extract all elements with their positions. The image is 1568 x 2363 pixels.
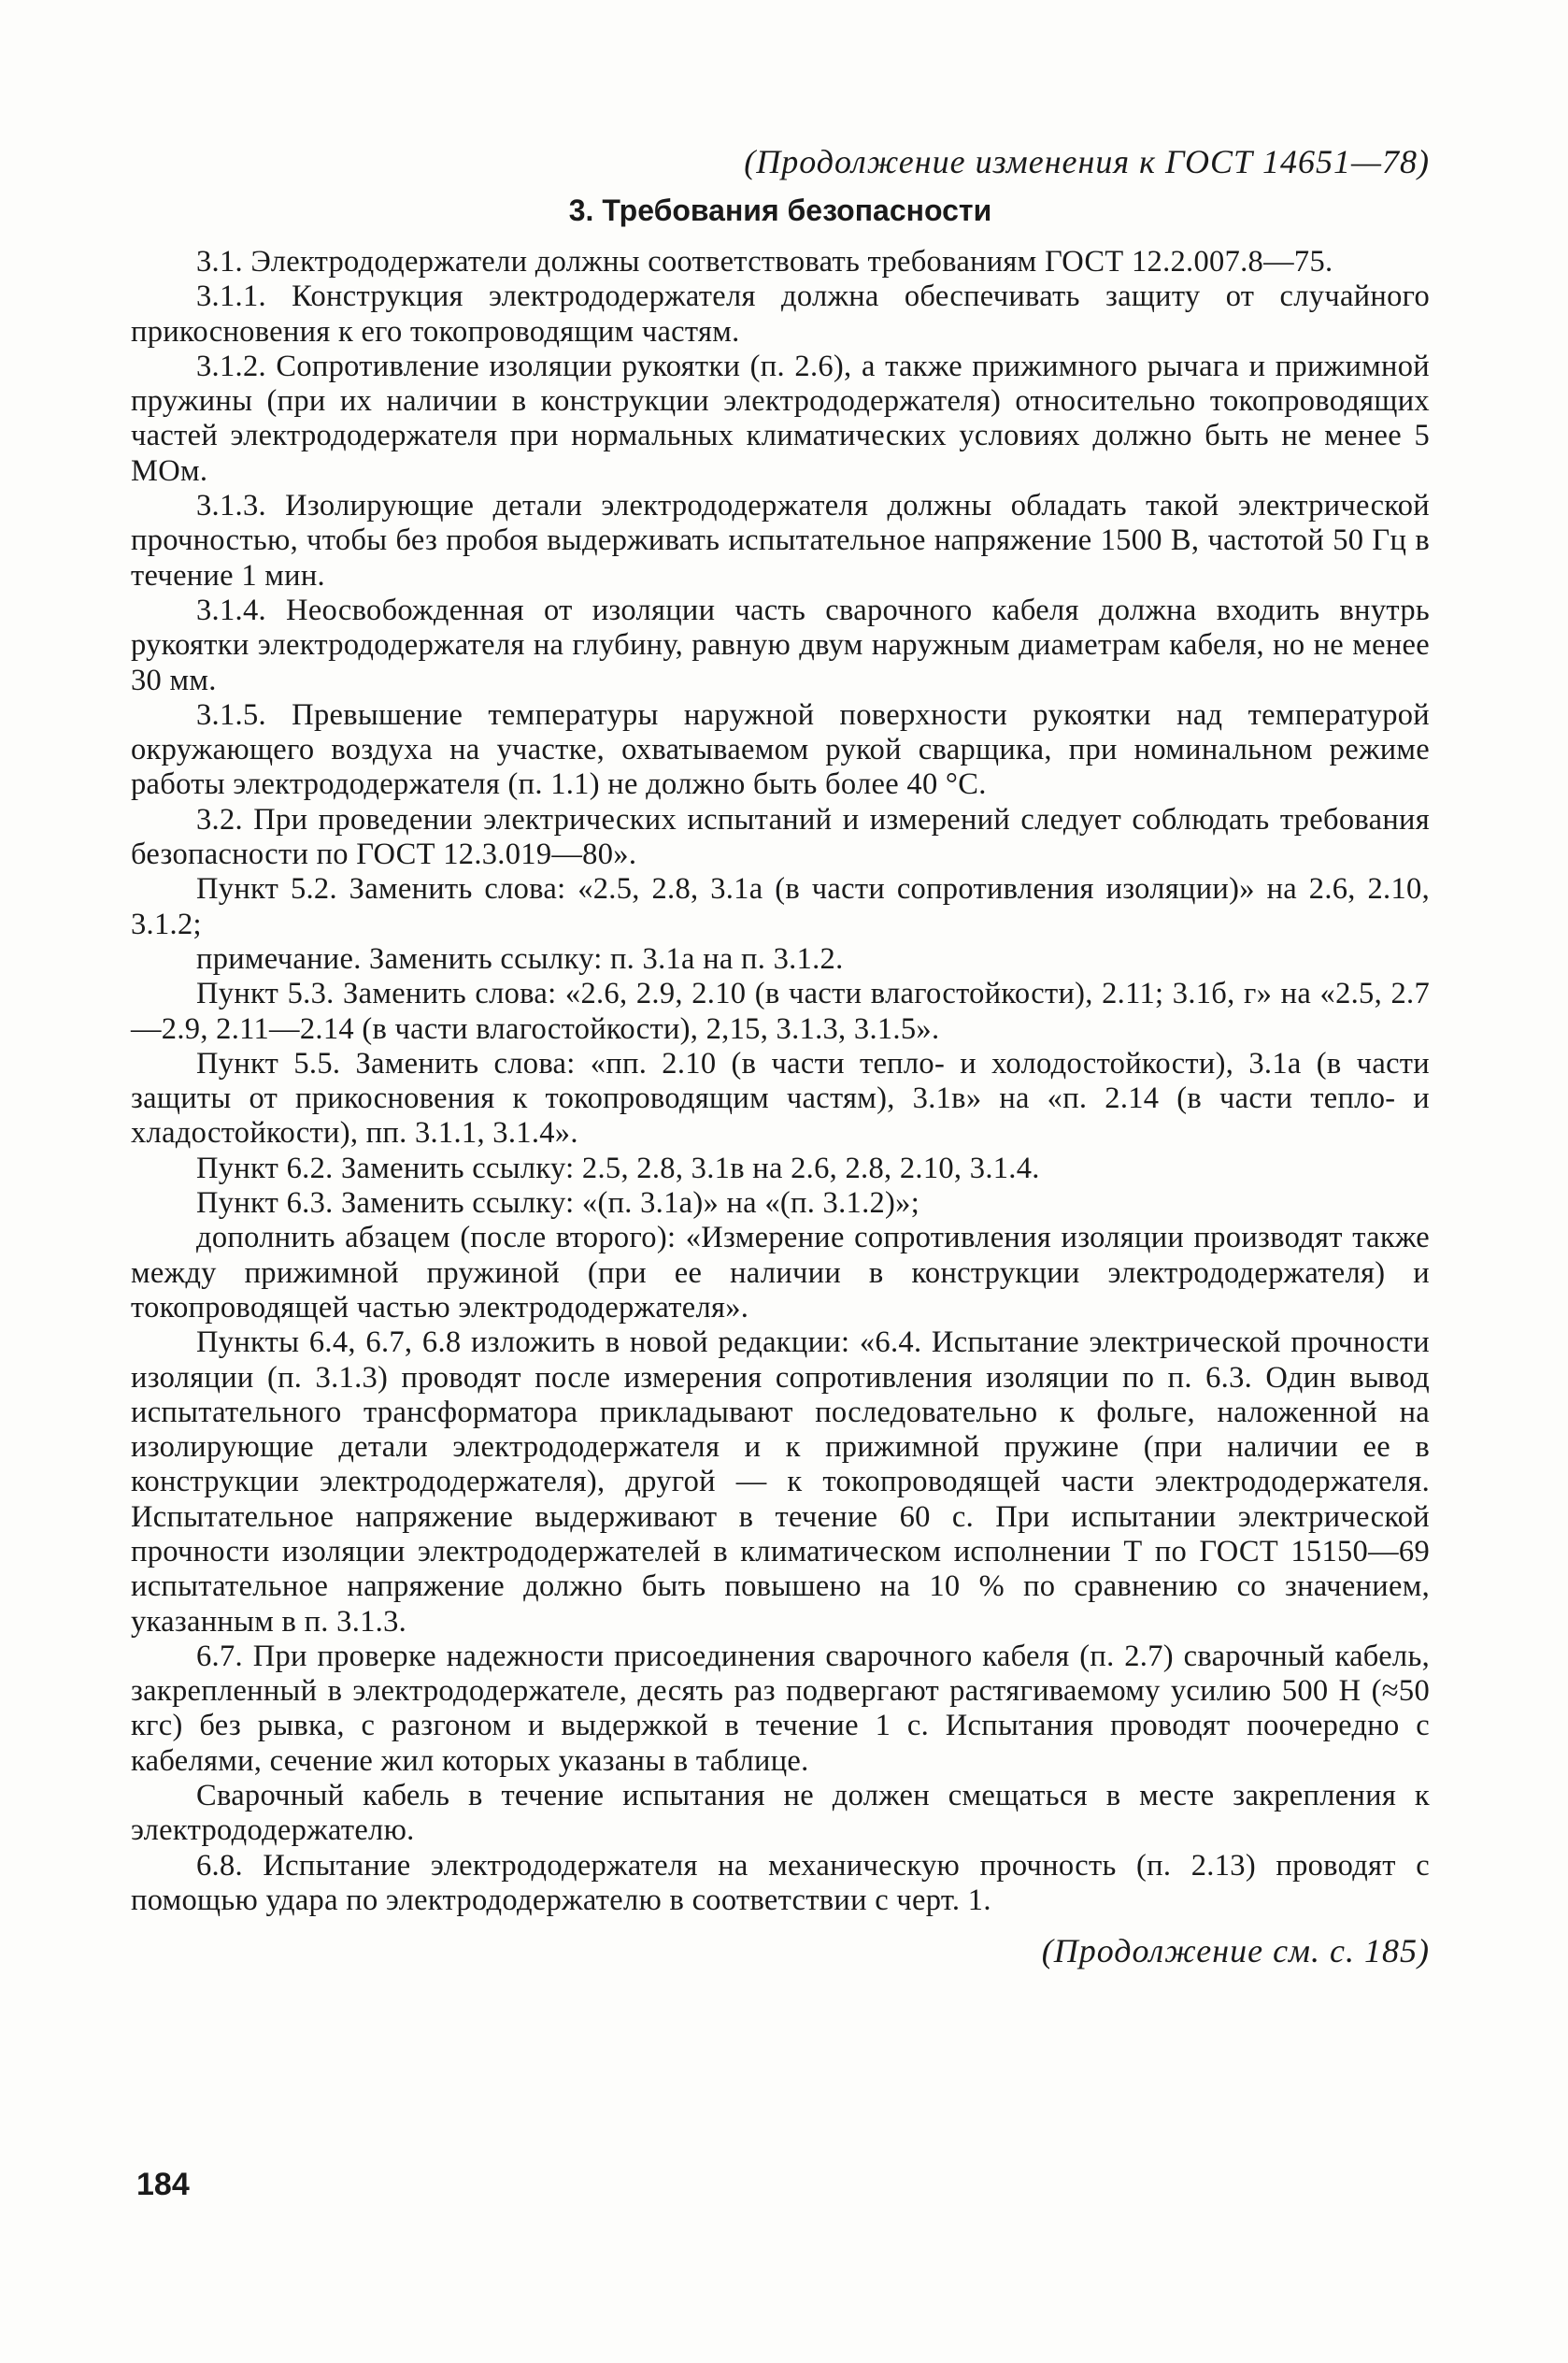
- section-title: 3. Требования безопасности: [568, 193, 992, 227]
- continuation-header: (Продолжение изменения к ГОСТ 14651—78): [744, 143, 1430, 180]
- paragraph-note-5-2: примечание. Заменить ссылку: п. 3.1а на п. 3.1.2.: [196, 941, 844, 976]
- paragraph-item-6-2: Пункт 6.2. Заменить ссылку: 2.5, 2.8, 3.1в на 2.6, 2.8, 2.10, 3.1.4.: [196, 1151, 1040, 1185]
- paragraph-item-5-5: Пункт 5.5. Заменить слова: «пп. 2.10 (в части тепло- и холодостойкости), 3.1а (в части защиты от прикосновения к токопроводящим частям), 3.1в» на «п. 2.14 (в части тепло- и хладостойкости), пп. 3.1.1, 3.1.4».: [131, 1046, 1430, 1151]
- paragraph-3-1-4: 3.1.4. Неосвобожденная от изоляции часть сварочного кабеля должна входить внутрь рукоятки электрододержателя на глубину, равную двум наружным диаметрам кабеля, но не менее 30 мм.: [131, 593, 1430, 697]
- paragraph-item-6-8: 6.8. Испытание электрододержателя на механическую прочность (п. 2.13) проводят с помощью удара по электрододержателю в соответствии с черт. 1.: [131, 1848, 1430, 1917]
- paragraph-3-1-1: 3.1.1. Конструкция электрододержателя должна обеспечивать защиту от случайного прикосновения к его токопроводящим частям.: [131, 279, 1430, 349]
- paragraph-item-5-2: Пункт 5.2. Заменить слова: «2.5, 2.8, 3.1а (в части сопротивления изоляции)» на 2.6, 2.10, 3.1.2;: [131, 872, 1430, 941]
- paragraph-item-6-3-addition: дополнить абзацем (после второго): «Измерение сопротивления изоляции производят также между прижимной пружиной (при ее наличии в конструкции электрододержателя) и токопроводящей частью электрододержателя».: [131, 1221, 1430, 1325]
- paragraph-3-1-5: 3.1.5. Превышение температуры наружной поверхности рукоятки над температурой окружающего воздуха на участке, охватываемом рукой сварщика, при номинальном режиме работы электрододержателя (п. 1.1) не должно быть более 40 °С.: [131, 697, 1430, 802]
- paragraph-item-6-4: Пункты 6.4, 6.7, 6.8 изложить в новой редакции: «6.4. Испытание электрической прочности изоляции (п. 3.1.3) проводят после измерения сопротивления изоляции по п. 6.3. Один вывод испытательного трансформатора прикладывают последовательно к фольге, наложенной на изолирующие детали электрододержателя и к прижимной пружине (при наличии ее в конструкции электрододержателя), другой — к токопроводящей части электрододержателя. Испытательное напряжение выдерживают в течение 60 с. При испытании электрической прочности изоляции электрододержателей в климатическом исполнении Т по ГОСТ 15150—69 испытательное напряжение должно быть повышено на 10 % по сравнению со значением, указанным в п. 3.1.3.: [131, 1325, 1430, 1639]
- paragraph-item-6-7: 6.7. При проверке надежности присоединения сварочного кабеля (п. 2.7) сварочный кабель, закрепленный в электрододержателе, десять раз подвергают растягиваемому усилию 500 Н (≈50 кгс) без рывка, с разгоном и выдержкой в течение 1 с. Испытания проводят поочередно с кабелями, сечение жил которых указаны в таблице.: [131, 1639, 1430, 1778]
- paragraph-3-1: 3.1. Электрододержатели должны соответствовать требованиям ГОСТ 12.2.007.8—75.: [196, 245, 1333, 279]
- paragraph-item-5-3: Пункт 5.3. Заменить слова: «2.6, 2.9, 2.10 (в части влагостойкости), 2.11; 3.1б, г» на «2.5, 2.7—2.9, 2.11—2.14 (в части влагостойкости), 2,15, 3.1.3, 3.1.5».: [131, 977, 1430, 1046]
- page-number: 184: [136, 2167, 190, 2202]
- paragraph-3-1-3: 3.1.3. Изолирующие детали электрододержателя должны обладать такой электрической прочностью, чтобы без пробоя выдерживать испытательное напряжение 1500 В, частотой 50 Гц в течение 1 мин.: [131, 489, 1430, 593]
- text-column: [131, 140, 1430, 1972]
- paragraph-3-2: 3.2. При проведении электрических испытаний и измерений следует соблюдать требования безопасности по ГОСТ 12.3.019—80».: [131, 802, 1430, 872]
- continuation-footer: (Продолжение см. с. 185): [1041, 1932, 1430, 1970]
- paragraph-item-6-7-cable: Сварочный кабель в течение испытания не должен смещаться в месте закрепления к электрододержателю.: [131, 1779, 1430, 1848]
- paragraph-item-6-3: Пункт 6.3. Заменить ссылку: «(п. 3.1а)» на «(п. 3.1.2)»;: [196, 1186, 920, 1221]
- paragraph-3-1-2: 3.1.2. Сопротивление изоляции рукоятки (п. 2.6), а также прижимного рычага и прижимной пружины (при их наличии в конструкции электрододержателя) относительно токопроводящих частей электрододержателя при нормальных климатических условиях должно быть не менее 5 МОм.: [131, 349, 1430, 488]
